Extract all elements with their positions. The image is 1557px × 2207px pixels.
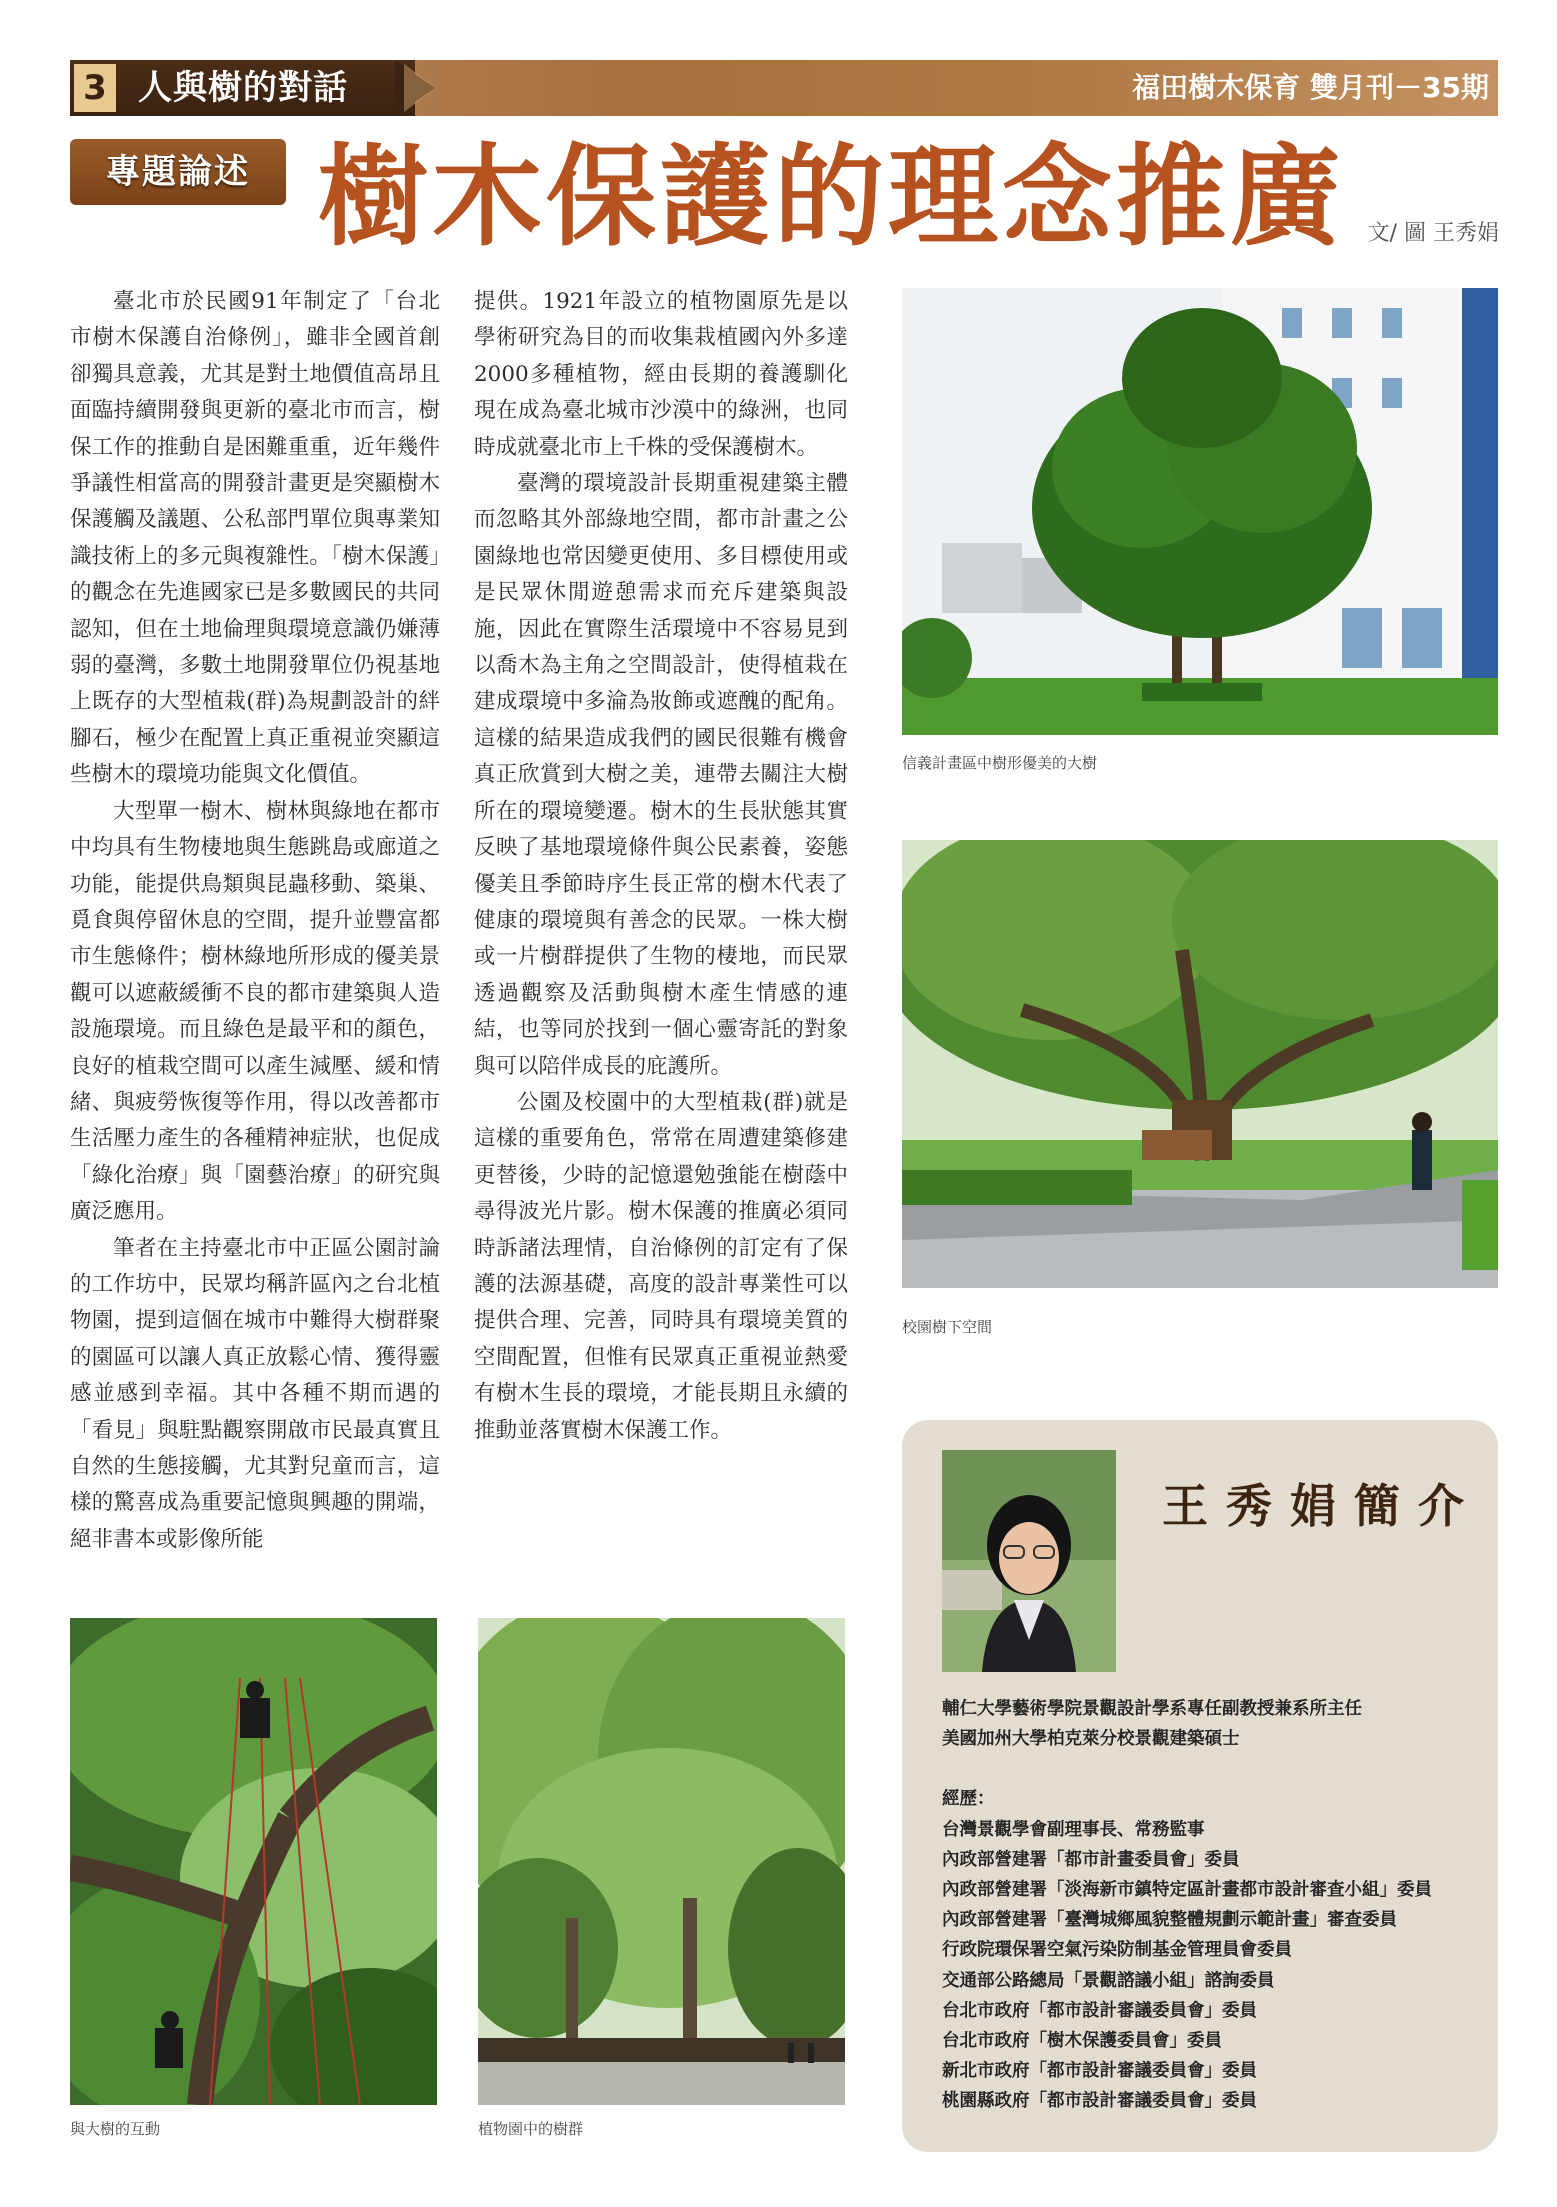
author-portrait (942, 1450, 1116, 1672)
bio-line: 美國加州大學柏克萊分校景觀建築碩士 (942, 1729, 1240, 1750)
photo-tree-climbing (70, 1618, 437, 2105)
page-number: 3 (74, 64, 116, 112)
caption: 與大樹的互動 (70, 2120, 161, 2138)
byline: 文/ 圖 王秀娟 (1367, 221, 1499, 246)
publication-title: 福田樹木保育 雙月刊－35期 (1132, 71, 1489, 104)
bio-title: 王秀娟簡介 (1162, 1479, 1482, 1533)
bio-line: 行政院環保署空氣污染防制基金管理員會委員 (942, 1940, 1292, 1961)
bio-line: 內政部營建署「都市計畫委員會」委員 (942, 1849, 1240, 1870)
bio-line: 經歷： (942, 1789, 995, 1810)
bio-details (942, 1694, 1482, 2117)
bio-line: 輔仁大學藝術學院景觀設計學系專任副教授兼系所主任 (942, 1699, 1362, 1719)
paragraph: 公園及校園中的大型植栽(群)就是這樣的重要角色，常常在周遭建築修建更替後，少時的記憶還勉強能在樹蔭中尋得波光片影。樹木保護的推廣必須同時訴諸法理情，自治條例的訂定有了保護的法源基礎，高度的設計專業性可以提供合理、完善，同時具有環境美質的空間配置，但惟有民眾真正重視並熱愛有樹木生長的環境，才能長期且永續的推動並落實樹木保護工作。 (474, 1089, 848, 1443)
paragraph: 筆者在主持臺北市中正區公園討論的工作坊中，民眾均稱許區內之台北植物園，提到這個在城市中難得大樹群聚的園區可以讓人真正放鬆心情、獲得靈感並感到幸福。其中各種不期而遇的「看見」與駐點觀察開啟市民最真實且自然的生態接觸，尤其對兒童而言，這樣的驚喜成為重要記憶與興趣的開端，絕非書本或影像所能 (70, 1235, 440, 1552)
text-column-1 (70, 284, 440, 1558)
bio-line: 內政部營建署「淡海新市鎮特定區計畫都市設計審查小組」委員 (942, 1880, 1432, 1901)
bio-line: 桃園縣政府「都市設計審議委員會」委員 (942, 2091, 1257, 2112)
paragraph: 臺灣的環境設計長期重視建築主體而忽略其外部綠地空間，都市計畫之公園綠地也常因變更使用、多目標使用或是民眾休閒遊憩需求而充斥建築與設施，因此在實際生活環境中不容易見到以喬木為主角之空間設計，使得植栽在建成環境中多淪為妝飾或遮醜的配角。這樣的結果造成我們的國民很難有機會真正欣賞到大樹之美，連帶去關注大樹所在的環境變遷。樹木的生長狀態其實反映了基地環境條件與公民素養，姿態優美且季節時序生長正常的樹木代表了健康的環境與有善念的民眾。一株大樹或一片樹群提供了生物的棲地，而民眾透過觀察及活動與樹木產生情感的連結，也等同於找到一個心靈寄託的對象與可以陪伴成長的庇護所。 (474, 471, 848, 1079)
text-column-2 (474, 284, 848, 1449)
article-title: 樹木保護的理念推廣 (318, 133, 1344, 261)
bio-line: 台北市政府「都市設計審議委員會」委員 (942, 2000, 1257, 2021)
topic-tag: 專題論述 (70, 139, 286, 205)
bio-line: 台北市政府「樹木保護委員會」委員 (942, 2031, 1222, 2052)
caption: 植物園中的樹群 (478, 2120, 584, 2138)
bio-line: 內政部營建署「臺灣城鄉風貌整體規劃示範計畫」審查委員 (942, 1910, 1397, 1931)
bio-line: 新北市政府「都市設計審議委員會」委員 (942, 2061, 1257, 2082)
bio-line: 台灣景觀學會副理事長、常務監事 (942, 1819, 1205, 1840)
caption: 校園樹下空間 (902, 1318, 993, 1336)
photo-tree-by-building (902, 288, 1498, 735)
bio-line (942, 1754, 1482, 1784)
section-title: 人與樹的對話 (138, 68, 348, 108)
bio-line: 交通部公路總局「景觀諮議小組」諮詢委員 (942, 1970, 1275, 1991)
photo-botanical-garden-trees (478, 1618, 845, 2105)
paragraph: 臺北市於民國91年制定了「台北市樹木保護自治條例」，雖非全國首創卻獨具意義，尤其是對土地價值高昂且面臨持續開發與更新的臺北市而言，樹保工作的推動自是困難重重，近年幾件爭議性相當高的開發計畫更是突顯樹木保護觸及議題、公私部門單位與專業知識技術上的多元與複雜性。「樹木保護」的觀念在先進國家已是多數國民的共同認知，但在土地倫理與環境意識仍嫌薄弱的臺灣，多數土地開發單位仍視基地上既存的大型植栽(群)為規劃設計的絆腳石，極少在配置上真正重視並突顯這些樹木的環境功能與文化價值。 (70, 289, 440, 788)
paragraph-continued: 提供。1921年設立的植物園原先是以學術研究為目的而收集栽植國內外多達2000多種植物，經由長期的養護馴化現在成為臺北城市沙漠中的綠洲，也同時成就臺北市上千株的受保護樹木。 (474, 289, 848, 460)
paragraph: 大型單一樹木、樹林與綠地在都市中均具有生物棲地與生態跳島或廊道之功能，能提供鳥類與昆蟲移動、築巢、覓食與停留休息的空間，提升並豐富都市生態條件；樹林綠地所形成的優美景觀可以遮蔽緩衝不良的都市建築與人造設施環境。而且綠色是最平和的顏色，良好的植栽空間可以產生減壓、緩和情緒、與疲勞恢復等作用，得以改善都市生活壓力產生的各種精神症狀，也促成「綠化治療」與「園藝治療」的研究與廣泛應用。 (70, 798, 440, 1225)
header-arrow-highlight (404, 64, 436, 112)
caption: 信義計畫區中樹形優美的大樹 (902, 754, 1098, 772)
photo-campus-tree-space (902, 840, 1498, 1288)
